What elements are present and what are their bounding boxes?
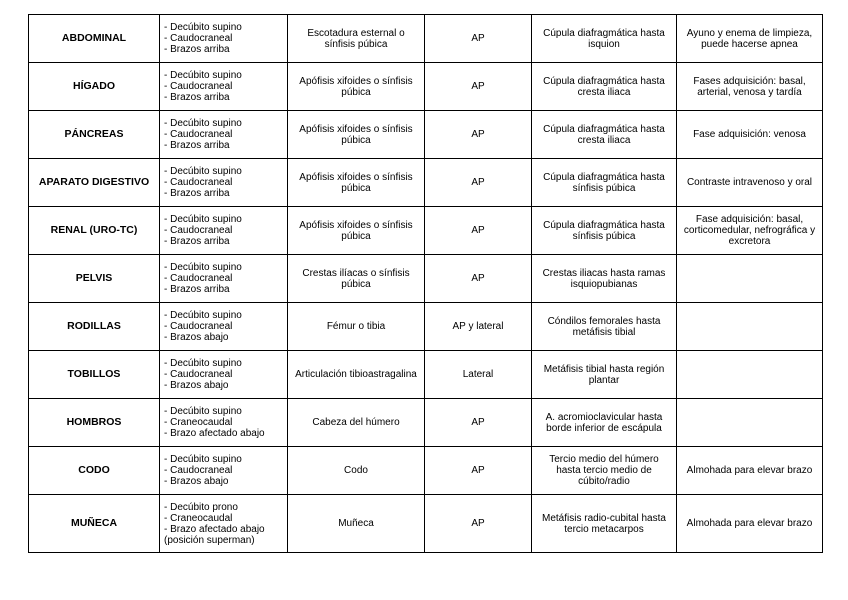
projection-cell: AP (425, 495, 532, 553)
position-line: - Brazo afectado abajo (164, 428, 265, 439)
region-cell: PELVIS (29, 255, 160, 303)
position-line: - Decúbito supino (164, 70, 242, 81)
position-line: - Caudocraneal (164, 33, 233, 44)
position-cell (160, 207, 288, 255)
position-cell (160, 495, 288, 553)
notes-cell: Fase adquisición: basal, corticomedular, nefrográfica y excretora (677, 207, 823, 255)
region-cell: HOMBROS (29, 399, 160, 447)
projection-cell: AP (425, 207, 532, 255)
reference-cell: Fémur o tibia (288, 303, 425, 351)
protocol-table (28, 14, 823, 553)
position-line: - Craneocaudal (164, 512, 233, 524)
notes-cell: Fases adquisición: basal, arterial, venosa y tardía (677, 63, 823, 111)
reference-cell: Apófisis xifoides o sínfisis púbica (288, 111, 425, 159)
position-cell (160, 351, 288, 399)
reference-cell: Apófisis xifoides o sínfisis púbica (288, 207, 425, 255)
region-cell: HÍGADO (29, 63, 160, 111)
position-line: - Decúbito prono (164, 501, 238, 513)
projection-cell: AP (425, 15, 532, 63)
projection-cell: AP (425, 159, 532, 207)
table-row (29, 111, 823, 159)
notes-cell (677, 303, 823, 351)
region-cell: TOBILLOS (29, 351, 160, 399)
position-line: - Brazos arriba (164, 92, 230, 103)
position-line: - Decúbito supino (164, 22, 242, 33)
table-row (29, 303, 823, 351)
position-cell (160, 447, 288, 495)
range-cell: Cúpula diafragmática hasta sínfisis púbica (532, 159, 677, 207)
reference-cell: Cabeza del húmero (288, 399, 425, 447)
range-cell: Tercio medio del húmero hasta tercio medio de cúbito/radio (532, 447, 677, 495)
position-cell (160, 63, 288, 111)
position-line: - Decúbito supino (164, 406, 242, 417)
position-cell (160, 303, 288, 351)
table-row (29, 63, 823, 111)
position-line: - Decúbito supino (164, 310, 242, 321)
table-row (29, 351, 823, 399)
region-cell: CODO (29, 447, 160, 495)
position-line: - Caudocraneal (164, 369, 233, 380)
table-row (29, 159, 823, 207)
range-cell: Cúpula diafragmática hasta sínfisis púbica (532, 207, 677, 255)
region-cell: PÁNCREAS (29, 111, 160, 159)
reference-cell: Muñeca (288, 495, 425, 553)
reference-cell: Apófisis xifoides o sínfisis púbica (288, 63, 425, 111)
notes-cell: Ayuno y enema de limpieza, puede hacerse apnea (677, 15, 823, 63)
reference-cell: Crestas ilíacas o sínfisis púbica (288, 255, 425, 303)
table-row (29, 255, 823, 303)
position-line: - Decúbito supino (164, 118, 242, 129)
region-cell: APARATO DIGESTIVO (29, 159, 160, 207)
table-row (29, 15, 823, 63)
position-line: - Caudocraneal (164, 273, 233, 284)
position-line: - Brazos abajo (164, 332, 229, 343)
position-cell (160, 111, 288, 159)
reference-cell: Escotadura esternal o sínfisis púbica (288, 15, 425, 63)
reference-cell: Apófisis xifoides o sínfisis púbica (288, 159, 425, 207)
position-cell (160, 159, 288, 207)
position-line: - Caudocraneal (164, 225, 233, 236)
table-row (29, 207, 823, 255)
notes-cell: Almohada para elevar brazo (677, 447, 823, 495)
projection-cell: AP (425, 399, 532, 447)
position-line: - Brazos arriba (164, 284, 230, 295)
position-line: - Caudocraneal (164, 177, 233, 188)
position-line: - Brazos arriba (164, 236, 230, 247)
position-line: - Brazos arriba (164, 188, 230, 199)
table-row (29, 399, 823, 447)
position-line: - Caudocraneal (164, 129, 233, 140)
table-row (29, 447, 823, 495)
range-cell: Cúpula diafragmática hasta cresta iliaca (532, 63, 677, 111)
projection-cell: AP (425, 447, 532, 495)
position-line: - Caudocraneal (164, 321, 233, 332)
position-line: - Brazo afectado abajo (164, 523, 265, 535)
notes-cell (677, 255, 823, 303)
position-cell (160, 255, 288, 303)
position-line: - Decúbito supino (164, 214, 242, 225)
position-line: - Craneocaudal (164, 417, 233, 428)
position-cell (160, 399, 288, 447)
notes-cell: Almohada para elevar brazo (677, 495, 823, 553)
range-cell: A. acromioclavicular hasta borde inferior de escápula (532, 399, 677, 447)
range-cell: Cóndilos femorales hasta metáfisis tibial (532, 303, 677, 351)
notes-cell (677, 399, 823, 447)
position-line: - Brazos abajo (164, 476, 229, 487)
notes-cell (677, 351, 823, 399)
table-body (29, 15, 823, 553)
position-line: - Caudocraneal (164, 465, 233, 476)
position-line: - Decúbito supino (164, 166, 242, 177)
position-line: - Caudocraneal (164, 81, 233, 92)
range-cell: Crestas iliacas hasta ramas isquiopubianas (532, 255, 677, 303)
position-line: - Decúbito supino (164, 358, 242, 369)
reference-cell: Codo (288, 447, 425, 495)
region-cell: RENAL (URO-TC) (29, 207, 160, 255)
position-cell (160, 15, 288, 63)
range-cell: Metáfisis tibial hasta región plantar (532, 351, 677, 399)
notes-cell: Fase adquisición: venosa (677, 111, 823, 159)
position-line: - Brazos arriba (164, 140, 230, 151)
notes-cell: Contraste intravenoso y oral (677, 159, 823, 207)
region-cell: RODILLAS (29, 303, 160, 351)
projection-cell: AP y lateral (425, 303, 532, 351)
range-cell: Cúpula diafragmática hasta isquion (532, 15, 677, 63)
table-row (29, 495, 823, 553)
projection-cell: AP (425, 63, 532, 111)
range-cell: Metáfisis radio-cubital hasta tercio metacarpos (532, 495, 677, 553)
position-line: - Brazos arriba (164, 44, 230, 55)
position-line: - Decúbito supino (164, 454, 242, 465)
range-cell: Cúpula diafragmática hasta cresta iliaca (532, 111, 677, 159)
projection-cell: Lateral (425, 351, 532, 399)
projection-cell: AP (425, 111, 532, 159)
position-line: - Decúbito supino (164, 262, 242, 273)
reference-cell: Articulación tibioastragalina (288, 351, 425, 399)
position-line: - Brazos abajo (164, 380, 229, 391)
position-line: (posición superman) (164, 534, 255, 546)
region-cell: ABDOMINAL (29, 15, 160, 63)
projection-cell: AP (425, 255, 532, 303)
region-cell: MUÑECA (29, 495, 160, 553)
